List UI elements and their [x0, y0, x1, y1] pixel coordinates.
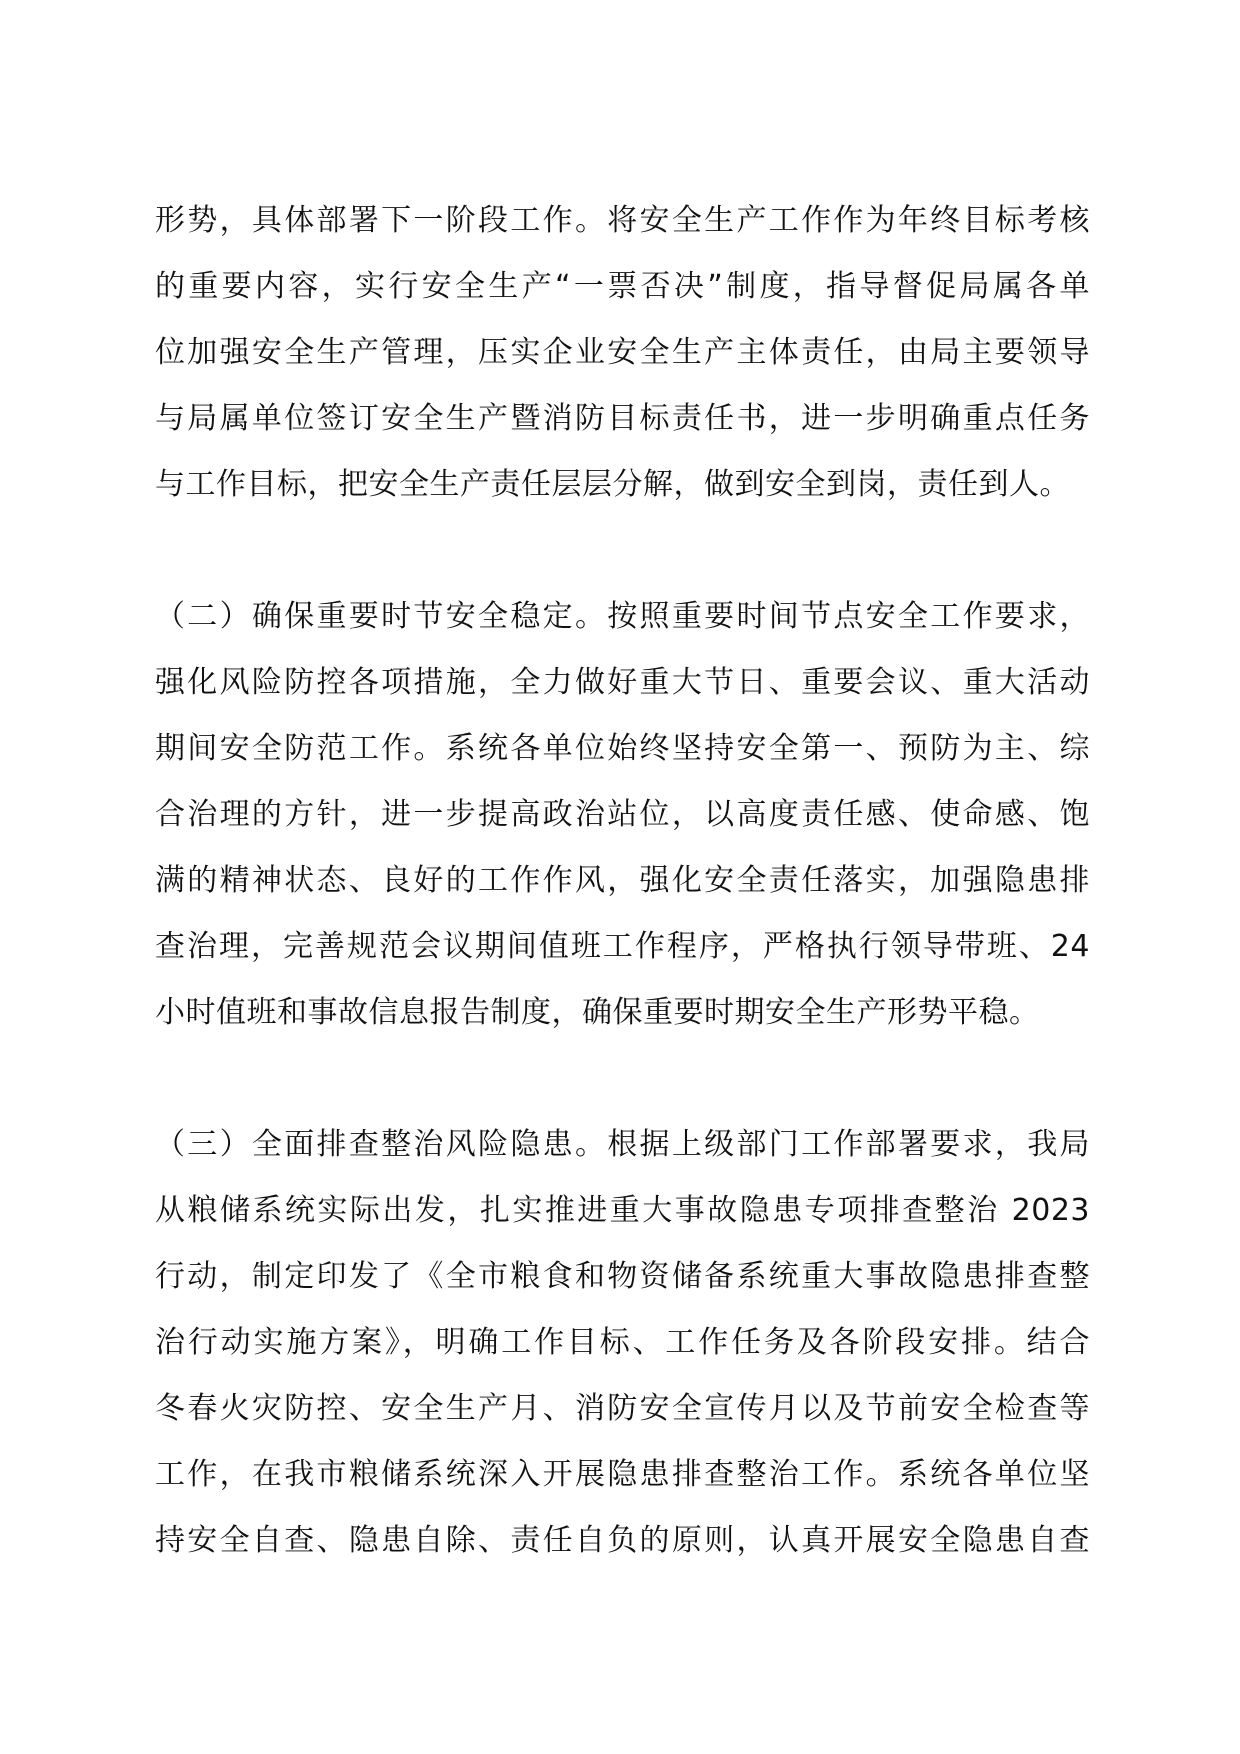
- text-line: 持安全自查、隐患自除、责任自负的原则，认真开展安全隐患自查: [155, 1523, 1090, 1558]
- text-line: 查治理，完善规范会议期间值班工作程序，严格执行领导带班、24: [155, 929, 1090, 964]
- text-line: 的重要内容，实行安全生产“一票否决”制度，指导督促局属各单: [155, 269, 1090, 304]
- paragraph-2: [155, 584, 1090, 1046]
- text-line: 与局属单位签订安全生产暨消防目标责任书，进一步明确重点任务: [155, 401, 1090, 436]
- paragraph-1: [155, 188, 1090, 518]
- paragraph-gap: [155, 518, 1090, 584]
- text-line: 治行动实施方案》，明确工作目标、工作任务及各阶段安排。结合: [155, 1325, 1090, 1360]
- text-line: 从粮储系统实际出发，扎实推进重大事故隐患专项排查整治 2023: [155, 1193, 1090, 1228]
- paragraph-3: [155, 1112, 1090, 1574]
- text-line: 形势，具体部署下一阶段工作。将安全生产工作作为年终目标考核: [155, 203, 1090, 238]
- text-line: 冬春火灾防控、安全生产月、消防安全宣传月以及节前安全检查等: [155, 1391, 1090, 1426]
- text-line: 与工作目标，把安全生产责任层层分解，做到安全到岗，责任到人。: [155, 467, 1070, 502]
- text-line: 位加强安全生产管理，压实企业安全生产主体责任，由局主要领导: [155, 335, 1090, 370]
- document-body: [155, 188, 1090, 1574]
- text-line: （二）确保重要时节安全稳定。按照重要时间节点安全工作要求，: [155, 599, 1090, 634]
- text-line: 合治理的方针，进一步提高政治站位，以高度责任感、使命感、饱: [155, 797, 1090, 832]
- text-line: 期间安全防范工作。系统各单位始终坚持安全第一、预防为主、综: [155, 731, 1090, 766]
- text-line: 小时值班和事故信息报告制度，确保重要时期安全生产形势平稳。: [155, 995, 1040, 1030]
- text-line: （三）全面排查整治风险隐患。根据上级部门工作部署要求，我局: [155, 1127, 1090, 1162]
- paragraph-gap: [155, 1046, 1090, 1112]
- text-line: 强化风险防控各项措施，全力做好重大节日、重要会议、重大活动: [155, 665, 1090, 700]
- text-line: 行动，制定印发了《全市粮食和物资储备系统重大事故隐患排查整: [155, 1259, 1090, 1294]
- text-line: 满的精神状态、良好的工作作风，强化安全责任落实，加强隐患排: [155, 863, 1090, 898]
- text-line: 工作，在我市粮储系统深入开展隐患排查整治工作。系统各单位坚: [155, 1457, 1090, 1492]
